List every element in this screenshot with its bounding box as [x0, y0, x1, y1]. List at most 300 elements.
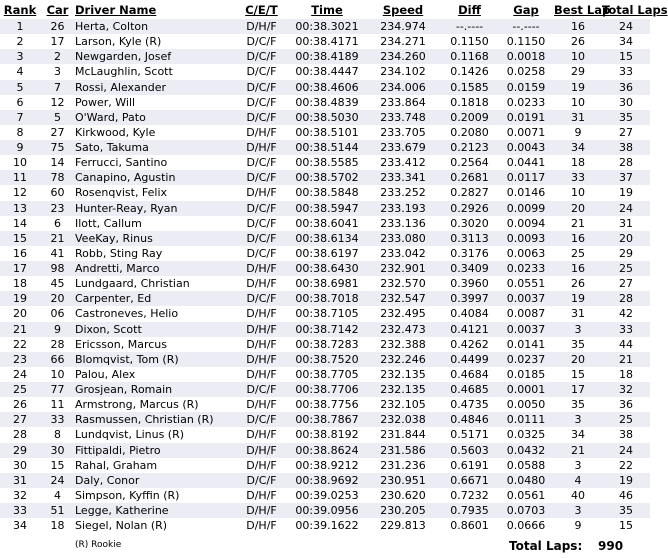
cell-speed: 232.038 [365, 412, 441, 427]
cell-speed: 234.271 [380, 35, 426, 49]
cell-best-lap: 35 [571, 337, 585, 351]
cell-driver-name: Armstrong, Marcus (R) [75, 398, 199, 412]
cell-time: 00:38.7142 [289, 322, 365, 337]
cell-best-lap: 16 [554, 231, 602, 246]
cell-rank: 1 [0, 19, 40, 34]
table-row [0, 261, 650, 276]
cell-gap: 0.0185 [506, 367, 546, 381]
cell-speed: 232.105 [380, 398, 426, 412]
cell-speed: 231.236 [380, 458, 426, 472]
cell-gap: 0.0093 [498, 231, 554, 246]
cell-total-laps: 25 [602, 261, 650, 276]
cell-speed: 232.135 [380, 367, 426, 381]
cell-rank: 13 [0, 201, 40, 216]
cell-driver-name: Dixon, Scott [75, 322, 234, 337]
cell-diff: 0.4262 [450, 337, 489, 351]
cell-rank: 10 [13, 156, 27, 170]
cell-gap: 0.0432 [498, 443, 554, 458]
cell-cet: D/C/F [246, 216, 277, 230]
cell-speed: 232.495 [380, 307, 426, 321]
cell-rank: 5 [0, 80, 40, 95]
col-header-cet[interactable]: C/E/T [245, 2, 278, 17]
cell-gap: 0.0037 [498, 322, 554, 337]
cell-rank: 22 [13, 337, 27, 351]
cell-rank: 26 [13, 398, 27, 412]
cell-diff: 0.5603 [441, 443, 498, 458]
cell-car: 06 [50, 307, 65, 321]
cell-driver-name: Power, Will [75, 95, 136, 109]
cell-diff: 0.4684 [450, 367, 489, 381]
cell-gap: 0.0666 [506, 519, 546, 533]
cell-gap: --.---- [498, 19, 554, 34]
table-row [0, 337, 650, 352]
cell-total-laps: 21 [602, 352, 650, 367]
cell-rank: 11 [0, 170, 40, 185]
cell-speed: 233.341 [365, 170, 441, 185]
cell-total-laps: 25 [602, 412, 650, 427]
cell-total-laps: 37 [602, 170, 650, 185]
cell-cet: D/C/F [234, 382, 289, 397]
cell-gap: 0.0001 [498, 382, 554, 397]
cell-car: 23 [40, 201, 75, 216]
col-header-driver[interactable]: Driver Name [75, 2, 157, 17]
cell-car: 77 [40, 382, 75, 397]
cell-gap: 0.0117 [498, 170, 554, 185]
cell-cet: D/H/F [246, 367, 277, 381]
cell-cet: D/H/F [234, 140, 289, 155]
cell-total-laps: 42 [619, 307, 633, 321]
cell-gap: 0.0094 [506, 216, 546, 230]
cell-car: 3 [54, 65, 61, 79]
cell-rank: 2 [16, 35, 24, 49]
cell-driver-name: Rasmussen, Christian (R) [75, 412, 234, 427]
table-row [0, 95, 650, 110]
table-row [0, 185, 650, 200]
cell-best-lap: 10 [571, 95, 585, 109]
cell-driver-name: Carpenter, Ed [75, 291, 234, 306]
table-row [0, 412, 650, 427]
cell-driver-name: Andretti, Marco [75, 261, 234, 276]
cell-car: 12 [50, 95, 65, 109]
cell-total-laps: 20 [602, 231, 650, 246]
table-row [0, 246, 650, 261]
cell-best-lap: 19 [554, 80, 602, 95]
cell-diff: 0.1426 [450, 65, 489, 79]
cell-driver-name: Ferrucci, Santino [75, 156, 168, 170]
cell-total-laps: 28 [602, 291, 650, 306]
cell-diff: 0.2080 [450, 125, 489, 139]
cell-cet: D/H/F [234, 261, 289, 276]
cell-total-laps: 19 [602, 473, 650, 488]
cell-speed: 233.679 [365, 140, 441, 155]
cell-best-lap: 34 [554, 140, 602, 155]
cell-total-laps: 46 [619, 488, 633, 502]
cell-rank: 8 [16, 125, 24, 139]
cell-driver-name: Robb, Sting Ray [75, 246, 163, 260]
cell-rank: 25 [0, 382, 40, 397]
cell-time: 00:38.8624 [289, 443, 365, 458]
cell-diff: 0.3176 [450, 246, 489, 260]
cell-car: 8 [54, 428, 61, 442]
cell-best-lap: 3 [574, 458, 582, 472]
cell-speed: 232.547 [365, 291, 441, 306]
cell-total-laps: 32 [602, 382, 650, 397]
cell-best-lap: 31 [554, 110, 602, 125]
cell-rank: 16 [13, 246, 27, 260]
cell-diff: 0.4499 [441, 352, 498, 367]
cell-speed: 231.844 [380, 428, 426, 442]
cell-best-lap: 33 [554, 170, 602, 185]
cell-time: 00:38.7705 [295, 367, 359, 381]
cell-gap: 0.0050 [506, 398, 546, 412]
cell-best-lap: 3 [554, 322, 602, 337]
cell-gap: 0.0141 [506, 337, 546, 351]
cell-speed: 232.135 [365, 382, 441, 397]
cell-time: 00:38.5585 [295, 156, 359, 170]
cell-gap: 0.0099 [498, 201, 554, 216]
cell-diff: 0.3113 [441, 231, 498, 246]
cell-speed: 233.748 [365, 110, 441, 125]
cell-driver-name: Newgarden, Josef [75, 49, 234, 64]
cell-gap: 0.0018 [498, 49, 554, 64]
cell-gap: 0.0258 [506, 65, 546, 79]
cell-speed: 231.586 [365, 443, 441, 458]
cell-rank: 19 [0, 291, 40, 306]
cell-car: 30 [40, 443, 75, 458]
cell-speed: 230.620 [380, 488, 426, 502]
cell-gap: 0.0191 [498, 110, 554, 125]
cell-best-lap: 19 [554, 291, 602, 306]
cell-car: 21 [40, 231, 75, 246]
cell-cet: D/C/F [234, 201, 289, 216]
cell-total-laps: 27 [619, 125, 633, 139]
cell-total-laps: 29 [619, 246, 633, 260]
cell-best-lap: 16 [554, 19, 602, 34]
cell-total-laps: 15 [602, 49, 650, 64]
cell-diff: 0.2827 [450, 186, 489, 200]
cell-rank: 28 [13, 428, 27, 442]
cell-time: 00:38.6981 [295, 277, 359, 291]
cell-time: 00:38.4171 [295, 35, 359, 49]
cell-speed: 233.412 [380, 156, 426, 170]
cell-diff: 0.3409 [441, 261, 498, 276]
table-row [0, 80, 650, 95]
cell-rank: 15 [0, 231, 40, 246]
cell-speed: 234.260 [365, 49, 441, 64]
cell-total-laps: 38 [602, 140, 650, 155]
col-header-time[interactable]: Time [311, 2, 343, 17]
rookie-note: (R) Rookie [75, 540, 122, 550]
cell-driver-name: Palou, Alex [75, 367, 136, 381]
cell-rank: 12 [13, 186, 27, 200]
cell-cet: D/H/F [246, 277, 277, 291]
cell-time: 00:38.3021 [289, 19, 365, 34]
cell-driver-name: Lundgaard, Christian [75, 277, 190, 291]
cell-gap: 0.0480 [498, 473, 554, 488]
cell-time: 00:39.1622 [295, 519, 359, 533]
cell-time: 00:38.7018 [289, 291, 365, 306]
cell-time: 00:38.9692 [289, 473, 365, 488]
cell-best-lap: 35 [571, 398, 585, 412]
cell-time: 00:38.4839 [295, 95, 359, 109]
table-row [0, 322, 650, 337]
cell-car: 5 [40, 110, 75, 125]
cell-rank: 14 [13, 216, 27, 230]
cell-total-laps: 35 [602, 110, 650, 125]
cell-gap: 0.0146 [506, 186, 546, 200]
cell-time: 00:38.6197 [295, 246, 359, 260]
cell-car: 78 [40, 170, 75, 185]
col-header-best-lap[interactable]: Best Lap [554, 2, 611, 17]
cell-cet: D/H/F [246, 488, 277, 502]
table-row [0, 19, 650, 34]
cell-speed: 233.193 [365, 201, 441, 216]
cell-rank: 24 [13, 367, 27, 381]
cell-speed: 233.080 [365, 231, 441, 246]
table-row [0, 306, 650, 321]
cell-rank: 31 [0, 473, 40, 488]
table-row [0, 458, 650, 473]
cell-diff: 0.4121 [441, 322, 498, 337]
header-row [0, 0, 650, 19]
cell-cet: D/C/F [246, 95, 277, 109]
cell-time: 00:38.7867 [289, 412, 365, 427]
cell-best-lap: 4 [554, 473, 602, 488]
cell-diff: 0.3997 [441, 291, 498, 306]
col-header-rank[interactable]: Rank [3, 2, 37, 17]
cell-rank: 17 [0, 261, 40, 276]
cell-speed: 230.951 [365, 473, 441, 488]
cell-driver-name: Kirkwood, Kyle [75, 125, 156, 139]
cell-speed: 233.864 [380, 95, 426, 109]
cell-rank: 23 [0, 352, 40, 367]
table-row [0, 155, 650, 170]
col-header-speed[interactable]: Speed [382, 2, 424, 17]
cell-diff: 0.8601 [450, 519, 489, 533]
cell-total-laps: 27 [619, 277, 633, 291]
cell-rank: 18 [13, 277, 27, 291]
cell-cet: D/C/F [234, 412, 289, 427]
cell-car: 17 [50, 35, 65, 49]
cell-car: 14 [50, 156, 65, 170]
cell-gap: 0.0063 [506, 246, 546, 260]
cell-diff: 0.4685 [441, 382, 498, 397]
cell-cet: D/H/F [246, 428, 277, 442]
cell-car: 45 [50, 277, 65, 291]
cell-speed: 232.901 [365, 261, 441, 276]
cell-time: 00:38.5144 [289, 140, 365, 155]
cell-driver-name: Daly, Conor [75, 473, 234, 488]
cell-car: 9 [40, 322, 75, 337]
cell-car: 66 [40, 352, 75, 367]
cell-diff: 0.1585 [441, 80, 498, 95]
cell-diff: 0.2926 [441, 201, 498, 216]
cell-car: 7 [40, 80, 75, 95]
cell-diff: --.---- [441, 19, 498, 34]
cell-driver-name: Legge, Katherine [75, 503, 234, 518]
cell-cet: D/C/F [234, 473, 289, 488]
col-header-total-laps[interactable]: Total Laps [602, 2, 668, 17]
cell-gap: 0.1150 [506, 35, 546, 49]
cell-driver-name: Siegel, Nolan (R) [75, 519, 168, 533]
cell-total-laps: 38 [619, 428, 633, 442]
cell-total-laps: 24 [602, 443, 650, 458]
cell-rank: 27 [0, 412, 40, 427]
cell-best-lap: 3 [554, 412, 602, 427]
cell-car: 6 [54, 216, 61, 230]
cell-car: 2 [40, 49, 75, 64]
cell-time: 00:38.5702 [289, 170, 365, 185]
cell-gap: 0.0087 [506, 307, 546, 321]
cell-time: 00:38.4447 [295, 65, 359, 79]
col-header-car[interactable]: Car [46, 2, 69, 17]
cell-time: 00:38.6134 [289, 231, 365, 246]
table-row [0, 231, 650, 246]
cell-car: 27 [50, 125, 65, 139]
cell-car: 18 [50, 519, 65, 533]
cell-car: 41 [50, 246, 65, 260]
total-laps-value: 990 [598, 539, 624, 553]
cell-time: 00:38.7520 [289, 352, 365, 367]
cell-best-lap: 3 [554, 503, 602, 518]
cell-time: 00:39.0956 [289, 503, 365, 518]
cell-time: 00:38.9212 [295, 458, 359, 472]
cell-time: 00:38.5030 [289, 110, 365, 125]
cell-driver-name: Castroneves, Helio [75, 307, 179, 321]
cell-best-lap: 18 [571, 156, 585, 170]
cell-total-laps: 34 [619, 35, 633, 49]
cell-gap: 0.0233 [498, 261, 554, 276]
cell-cet: D/H/F [246, 125, 277, 139]
cell-cet: D/H/F [234, 322, 289, 337]
cell-gap: 0.0325 [506, 428, 546, 442]
cell-cet: D/H/F [246, 186, 277, 200]
col-header-gap[interactable]: Gap [513, 2, 539, 17]
cell-total-laps: 22 [619, 458, 633, 472]
cell-total-laps: 36 [619, 398, 633, 412]
cell-diff: 0.1818 [450, 95, 489, 109]
cell-cet: D/H/F [234, 503, 289, 518]
cell-gap: 0.0551 [506, 277, 546, 291]
cell-driver-name: Grosjean, Romain [75, 382, 234, 397]
cell-best-lap: 26 [571, 35, 585, 49]
cell-driver-name: Rosenqvist, Felix [75, 186, 168, 200]
cell-speed: 234.006 [365, 80, 441, 95]
cell-time: 00:38.5947 [289, 201, 365, 216]
cell-best-lap: 16 [554, 261, 602, 276]
cell-speed: 229.813 [380, 519, 426, 533]
cell-best-lap: 15 [571, 367, 585, 381]
cell-rank: 4 [16, 65, 24, 79]
cell-cet: D/H/F [246, 519, 277, 533]
cell-driver-name: Canapino, Agustin [75, 170, 234, 185]
table-row [0, 397, 650, 412]
cell-rank: 20 [13, 307, 27, 321]
cell-total-laps: 18 [619, 367, 633, 381]
cell-best-lap: 17 [554, 382, 602, 397]
table-row [0, 382, 650, 397]
table-row [0, 49, 650, 64]
cell-rank: 21 [0, 322, 40, 337]
cell-car: 24 [40, 473, 75, 488]
cell-cet: D/C/F [234, 110, 289, 125]
cell-best-lap: 26 [571, 277, 585, 291]
cell-cet: D/H/F [234, 443, 289, 458]
cell-car: 33 [40, 412, 75, 427]
table-row [0, 276, 650, 291]
cell-time: 00:38.7706 [289, 382, 365, 397]
cell-best-lap: 21 [571, 216, 585, 230]
cell-driver-name: Rahal, Graham [75, 458, 158, 472]
cell-car: 98 [40, 261, 75, 276]
table-row [0, 473, 650, 488]
cell-driver-name: Blomqvist, Tom (R) [75, 352, 234, 367]
cell-car: 26 [40, 19, 75, 34]
cell-diff: 0.7935 [441, 503, 498, 518]
cell-best-lap: 31 [571, 307, 585, 321]
cell-driver-name: Lundqvist, Linus (R) [75, 428, 185, 442]
cell-cet: D/H/F [246, 458, 277, 472]
table-row [0, 170, 650, 185]
cell-total-laps: 33 [619, 65, 633, 79]
cell-best-lap: 9 [574, 125, 582, 139]
cell-speed: 232.473 [365, 322, 441, 337]
cell-best-lap: 21 [554, 443, 602, 458]
cell-total-laps: 36 [602, 80, 650, 95]
cell-diff: 0.1150 [450, 35, 489, 49]
cell-diff: 0.5171 [450, 428, 489, 442]
cell-car: 60 [50, 186, 65, 200]
table-row [0, 34, 650, 49]
col-header-diff[interactable]: Diff [458, 2, 481, 17]
cell-total-laps: 35 [602, 503, 650, 518]
cell-rank: 33 [0, 503, 40, 518]
cell-diff: 0.3960 [450, 277, 489, 291]
cell-cet: D/H/F [234, 19, 289, 34]
cell-time: 00:38.7756 [295, 398, 359, 412]
cell-diff: 0.7232 [450, 488, 489, 502]
cell-cet: D/H/F [234, 352, 289, 367]
cell-driver-name: Sato, Takuma [75, 140, 234, 155]
table-row [0, 140, 650, 155]
cell-total-laps: 24 [602, 19, 650, 34]
cell-speed: 234.102 [380, 65, 426, 79]
cell-driver-name: Hunter-Reay, Ryan [75, 201, 234, 216]
cell-total-laps: 24 [602, 201, 650, 216]
cell-speed: 233.042 [380, 246, 426, 260]
cell-gap: 0.0233 [506, 95, 546, 109]
cell-speed: 233.136 [380, 216, 426, 230]
cell-car: 10 [50, 367, 65, 381]
cell-cet: D/C/F [246, 65, 277, 79]
cell-gap: 0.0561 [506, 488, 546, 502]
cell-car: 28 [50, 337, 65, 351]
cell-driver-name: Larson, Kyle (R) [75, 35, 162, 49]
cell-diff: 0.2009 [441, 110, 498, 125]
cell-time: 00:38.5101 [295, 125, 359, 139]
cell-rank: 34 [13, 519, 27, 533]
cell-car: 11 [50, 398, 65, 412]
table-row [0, 125, 650, 140]
cell-speed: 230.205 [365, 503, 441, 518]
cell-time: 00:38.6430 [289, 261, 365, 276]
table-row [0, 503, 650, 518]
cell-best-lap: 40 [571, 488, 585, 502]
cell-speed: 233.705 [380, 125, 426, 139]
cell-cet: D/C/F [234, 291, 289, 306]
cell-total-laps: 33 [602, 322, 650, 337]
cell-gap: 0.0043 [498, 140, 554, 155]
